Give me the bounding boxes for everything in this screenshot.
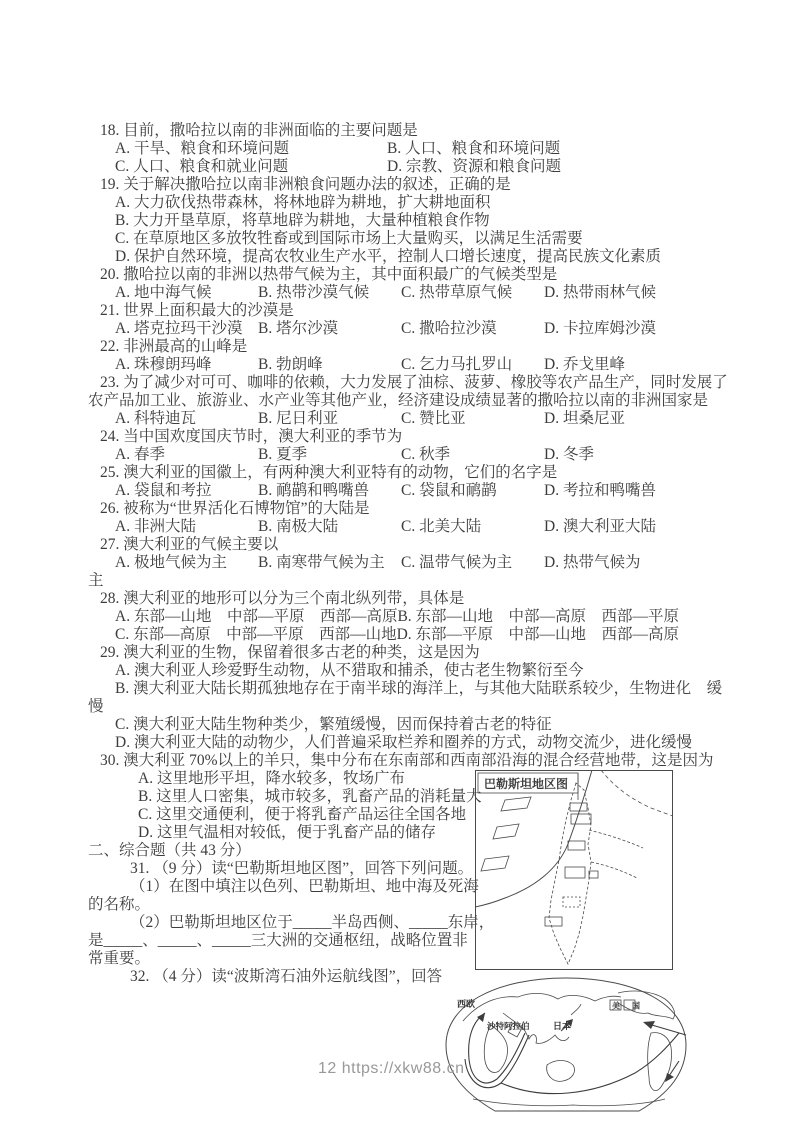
- exam-line-32: B. 澳大利亚大陆长期孤独地存在于南半球的海洋上，与其他大陆联系较少，生物进化 缓: [115, 680, 723, 697]
- east-border-line: [589, 830, 643, 848]
- exam-line-37: A. 这里地形平坦，降水较多，牧场广布: [138, 770, 405, 787]
- exam-line-15: 23. 为了减少对可可、咖啡的依赖，大力发展了油棕、菠萝、橡胶等农产品生产，同时发展了: [100, 374, 728, 391]
- exam-line-1: 18. 目前，撒哈拉以南的非洲面临的主要问题是: [100, 122, 418, 139]
- exam-line-28: [88, 608, 694, 626]
- answer-option: A. 科特迪瓦: [115, 410, 196, 427]
- answer-option: B. 人口、粮食和环境问题: [387, 140, 561, 157]
- exam-line-44: 的名称。: [88, 896, 151, 913]
- exam-line-18: 24. 当中国欢度国庆节时，澳大利亚的季节为: [100, 428, 403, 445]
- answer-option: C. 热带草原气候: [401, 284, 513, 301]
- exam-line-39: C. 这里交通便利，便于将乳畜产品运往全国各地: [138, 806, 467, 823]
- exam-line-17: [88, 410, 694, 428]
- exam-line-45: （2）巴勒斯坦地区位于_____半岛西侧、_____东岸，: [130, 914, 495, 931]
- answer-option: B. 热带沙漠气候: [258, 284, 370, 301]
- exam-line-27: 28. 澳大利亚的地形可以分为三个南北纵列带，具体是: [100, 590, 465, 607]
- exam-line-41: 二、综合题（共 43 分）: [88, 842, 251, 859]
- exam-line-36: 30. 澳大利亚 70%以上的羊只，集中分布在东南部和西南部沿海的混合经营地带，这是因为: [100, 752, 714, 769]
- exam-line-23: [88, 518, 694, 536]
- answer-option: C. 秋季: [401, 446, 451, 463]
- exam-line-35: D. 澳大利亚大陆的动物少，人们普遍采取栏养和圈养的方式，动物交流少，进化缓慢: [115, 734, 692, 751]
- exam-line-42: 31. （9 分）读“巴勒斯坦地区图”，回答下列问题。: [130, 860, 474, 877]
- exam-line-13: 22. 非洲最高的山峰是: [100, 338, 248, 355]
- exam-line-2: [88, 140, 694, 158]
- exam-line-40: D. 这里气温相对较低，便于乳畜产品的储存: [138, 824, 436, 841]
- exam-line-46: 是_____、_____、_____三大洲的交通枢纽，战略位置非: [88, 932, 468, 949]
- exam-line-10: [88, 284, 694, 302]
- exam-line-33: 慢: [88, 698, 104, 715]
- exam-line-14: [88, 356, 694, 374]
- answer-option: C. 北美大陆: [401, 518, 482, 535]
- exam-line-4: 19. 关于解决撒哈拉以南非洲粮食问题办法的叙述，正确的是: [100, 176, 511, 193]
- answer-option: C. 人口、粮食和就业问题: [115, 158, 289, 175]
- world-oil-routes-map: [443, 973, 690, 1115]
- answer-option: B. 南寒带气候为主: [258, 554, 385, 571]
- exam-line-26: 主: [88, 572, 104, 589]
- exam-line-24: 27. 澳大利亚的气候主要以: [100, 536, 279, 553]
- answer-option: D. 乔戈里峰: [544, 356, 625, 373]
- answer-option: B. 南极大陆: [258, 518, 339, 535]
- map-outline: [446, 978, 686, 1111]
- exam-line-12: [88, 320, 694, 338]
- answer-option: B. 东部—山地 中部—高原 西部—平原: [397, 608, 680, 625]
- exam-line-31: A. 澳大利亚人珍爱野生动物，从不猎取和捕杀，使古老生物繁衍至今: [115, 662, 584, 679]
- answer-option: A. 春季: [115, 446, 165, 463]
- answer-option: C. 乞力马扎罗山: [401, 356, 513, 373]
- exam-line-25: [88, 554, 694, 572]
- answer-option: C. 东部—高原 中部—平原 西部—山地: [115, 626, 397, 643]
- answer-option: B. 塔尔沙漠: [258, 320, 339, 337]
- exam-line-38: B. 这里人口密集，城市较多，乳畜产品的消耗量大: [138, 788, 482, 805]
- route-arrow-west-europe: [477, 1013, 485, 1022]
- label-west-europe: 西欧: [457, 999, 476, 1009]
- exam-line-30: 29. 澳大利亚的生物，保留着很多古老的种类，这是因为: [100, 644, 480, 661]
- answer-option: B. 鸸鹋和鸭嘴兽: [258, 482, 370, 499]
- palestine-map-figure: [475, 770, 673, 970]
- answer-option: C. 撒哈拉沙漠: [401, 320, 497, 337]
- label-usa: 美 国: [612, 1001, 645, 1011]
- answer-option: A. 干旱、粮食和环境问题: [115, 140, 289, 157]
- answer-option: A. 非洲大陆: [115, 518, 196, 535]
- answer-option: D. 卡拉库姆沙漠: [544, 320, 656, 337]
- exam-line-3: [88, 158, 694, 176]
- answer-option: A. 极地气候为主: [115, 554, 227, 571]
- answer-option: C. 赞比亚: [401, 410, 466, 427]
- answer-option: D. 坦桑尼亚: [544, 410, 625, 427]
- answer-option: B. 尼日利亚: [258, 410, 339, 427]
- world-map-figure: [443, 973, 690, 1115]
- answer-option: D. 东部—平原 中部—山地 西部—高原: [396, 626, 680, 643]
- exam-line-5: A. 大力砍伐热带森林，将林地辟为耕地，扩大耕地面积: [115, 194, 491, 211]
- sea-label-boxes: [481, 797, 531, 871]
- exam-line-8: D. 保护自然环境，提高农牧业生产水平，控制人口增长速度，提高民族文化素质: [115, 248, 661, 265]
- palestine-map-title: 巴勒斯坦地区图: [484, 777, 569, 791]
- exam-line-7: C. 在草原地区多放牧牲畜或到国际市场上大量购买，以满足生活需要: [115, 230, 583, 247]
- exam-line-11: 21. 世界上面积最大的沙漠是: [100, 302, 294, 319]
- answer-option: A. 塔克拉玛干沙漠: [115, 320, 243, 337]
- exam-line-47: 常重要。: [88, 950, 151, 967]
- exam-line-29: [88, 626, 694, 644]
- label-saudi-arabia: 沙特阿拉伯: [487, 1021, 530, 1031]
- answer-option: D. 冬季: [544, 446, 594, 463]
- exam-line-34: C. 澳大利亚大陆生物种类少，繁殖缓慢，因而保持着古老的特征: [115, 716, 552, 733]
- label-japan: 日本: [553, 1021, 572, 1031]
- footer-watermark: 12 https://xkw88.cn: [318, 1060, 465, 1077]
- answer-option: D. 考拉和鸭嘴兽: [544, 482, 656, 499]
- exam-line-16: 农产品加工业、旅游业、水产业等其他产业，经济建设成绩显著的撒哈拉以南的非洲国家是: [88, 392, 709, 409]
- answer-option: C. 温带气候为主: [401, 554, 513, 571]
- palestine-map: [475, 770, 673, 970]
- answer-option: D. 热带气候为: [544, 554, 641, 571]
- exam-line-20: 25. 澳大利亚的国徽上，有两种澳大利亚特有的动物，它们的名字是: [100, 464, 558, 481]
- answer-option: D. 宗教、资源和粮食问题: [387, 158, 561, 175]
- exam-line-21: [88, 482, 694, 500]
- answer-option: B. 勃朗峰: [258, 356, 323, 373]
- answer-option: A. 珠穆朗玛峰: [115, 356, 212, 373]
- exam-line-43: （1）在图中填注以色列、巴勒斯坦、地中海及死海: [130, 878, 479, 895]
- dead-sea-label-box: [589, 871, 598, 878]
- exam-line-9: 20. 撒哈拉以南的非洲以热带气候为主，其中面积最广的气候类型是: [100, 266, 558, 283]
- exam-line-19: [88, 446, 694, 464]
- answer-option: B. 夏季: [258, 446, 308, 463]
- exam-line-48: 32. （4 分）读“波斯湾石油外运航线图”，回答: [130, 968, 443, 985]
- answer-option: D. 热带雨林气候: [544, 284, 656, 301]
- answer-option: A. 袋鼠和考拉: [115, 482, 212, 499]
- north-border-line: [601, 770, 673, 816]
- answer-option: A. 东部—山地 中部—平原 西部—高原: [115, 608, 398, 625]
- answer-option: C. 袋鼠和鸸鹋: [401, 482, 497, 499]
- answer-option: A. 地中海气候: [115, 284, 212, 301]
- exam-line-22: 26. 被称为“世界活化石博物馆”的大陆是: [100, 500, 370, 517]
- answer-option: D. 澳大利亚大陆: [544, 518, 656, 535]
- exam-line-6: B. 大力开垦草原，将草地辟为耕地，大量种植粮食作物: [115, 212, 490, 229]
